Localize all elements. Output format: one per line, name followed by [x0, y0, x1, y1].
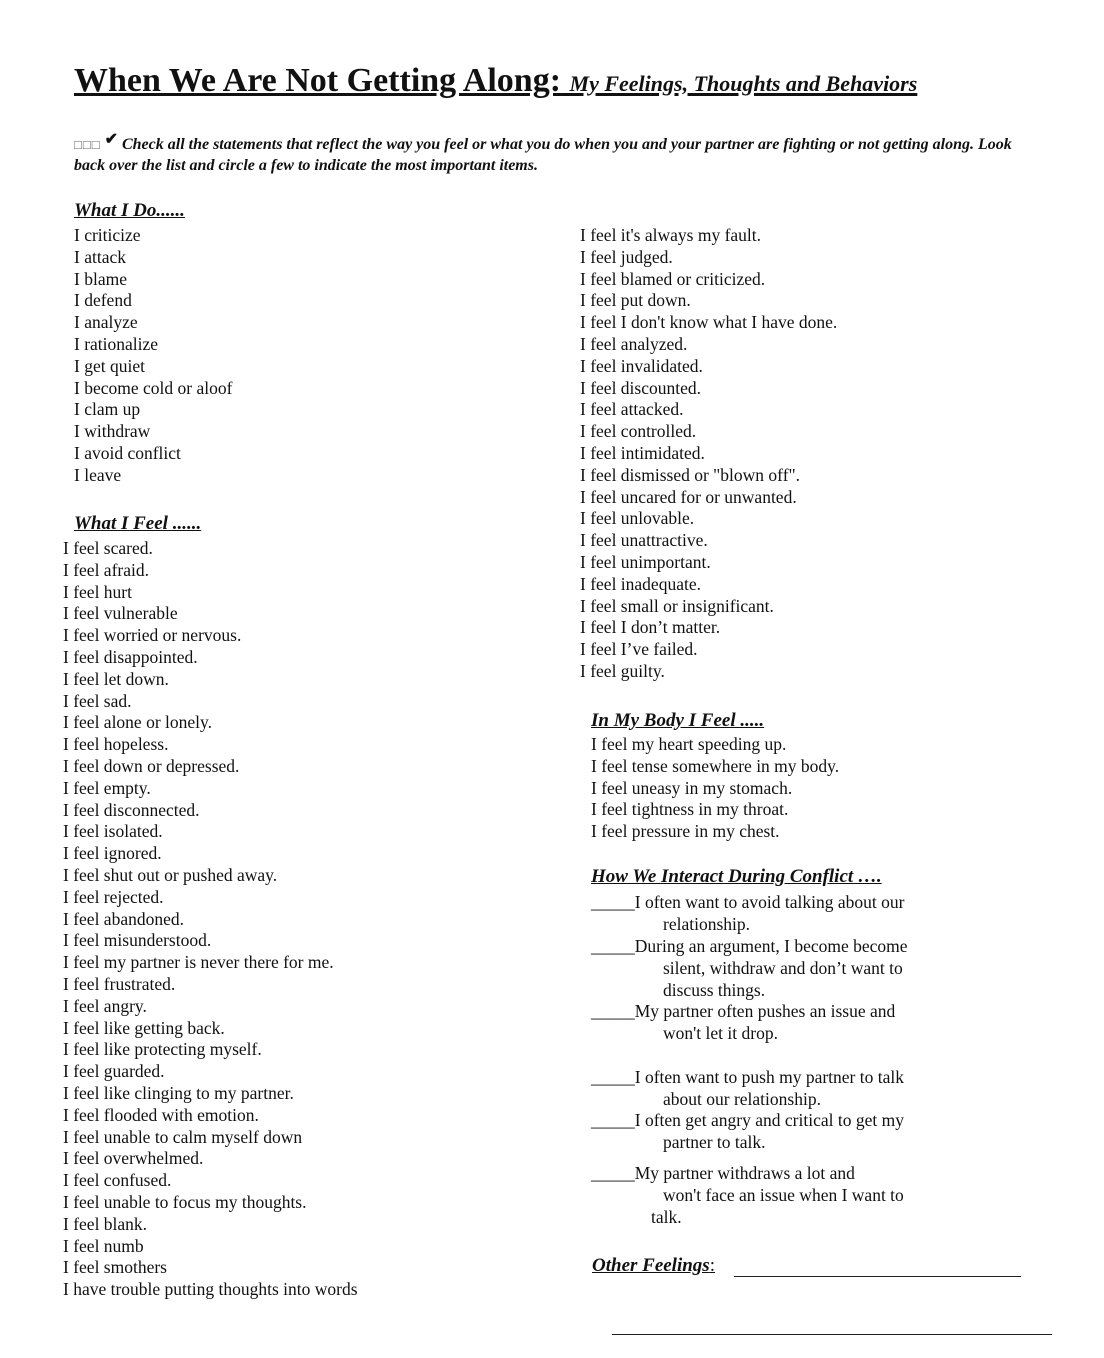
list-item[interactable]: I feel uneasy in my stomach.: [591, 777, 793, 798]
list-item[interactable]: I clam up: [74, 399, 141, 420]
list-item[interactable]: I blame: [74, 268, 127, 289]
other-feelings-colon: :: [709, 1255, 715, 1276]
blank-line[interactable]: _____: [591, 892, 635, 912]
item-text-continued: relationship.: [663, 914, 750, 934]
what-i-do-list: [74, 225, 232, 487]
list-item[interactable]: I feel disappointed.: [63, 646, 198, 667]
title-subtitle: My Feelings, Thoughts and Behaviors: [569, 71, 918, 96]
list-item[interactable]: I feel shut out or pushed away.: [63, 864, 278, 885]
interaction-item[interactable]: [591, 1066, 904, 1110]
list-item[interactable]: I feel confused.: [63, 1170, 172, 1191]
list-item[interactable]: I defend: [74, 290, 132, 311]
list-item[interactable]: I feel rejected.: [63, 886, 164, 907]
list-item[interactable]: I attack: [74, 246, 126, 267]
other-feelings-line-1[interactable]: [734, 1276, 1021, 1277]
interaction-item[interactable]: [591, 891, 904, 935]
list-item[interactable]: I feel like protecting myself.: [63, 1039, 262, 1060]
item-text: I often want to avoid talking about our: [634, 892, 905, 912]
what-i-feel-continued-list: [580, 225, 837, 683]
list-item[interactable]: I feel small or insignificant.: [580, 595, 774, 616]
list-item[interactable]: I feel flooded with emotion.: [63, 1104, 259, 1125]
list-item[interactable]: I feel unattractive.: [580, 530, 708, 551]
list-item[interactable]: I leave: [74, 464, 122, 485]
list-item[interactable]: I become cold or aloof: [74, 377, 233, 398]
interaction-item[interactable]: [591, 1109, 904, 1153]
in-my-body-list: [591, 734, 839, 843]
item-text: My partner often pushes an issue and: [634, 1001, 896, 1021]
blank-line[interactable]: _____: [591, 1001, 635, 1021]
blank-line[interactable]: _____: [591, 1067, 635, 1087]
item-text-continued: about our relationship.: [663, 1089, 821, 1109]
list-item[interactable]: I feel attacked.: [580, 399, 684, 420]
what-i-feel-list: [63, 538, 358, 1301]
list-item[interactable]: I feel like getting back.: [63, 1017, 225, 1038]
list-item[interactable]: I feel my heart speeding up.: [591, 734, 787, 754]
list-item[interactable]: I feel smothers: [63, 1257, 167, 1278]
list-item[interactable]: I criticize: [74, 225, 141, 245]
list-item[interactable]: I feel pressure in my chest.: [591, 821, 780, 842]
heading-in-my-body: In My Body I Feel .....: [591, 710, 765, 731]
item-text-continued: won't let it drop.: [663, 1023, 778, 1043]
list-item[interactable]: I feel empty.: [63, 777, 151, 798]
list-item[interactable]: I avoid conflict: [74, 442, 181, 463]
list-item[interactable]: I feel let down.: [63, 668, 169, 689]
list-item[interactable]: I feel hopeless.: [63, 734, 169, 755]
list-item[interactable]: I feel vulnerable: [63, 603, 178, 624]
list-item[interactable]: I feel put down.: [580, 290, 691, 311]
list-item[interactable]: I feel I don’t matter.: [580, 617, 721, 638]
list-item[interactable]: I feel unable to focus my thoughts.: [63, 1191, 307, 1212]
list-item[interactable]: I have trouble putting thoughts into words: [63, 1279, 358, 1300]
heading-what-i-feel: What I Feel ......: [74, 513, 202, 534]
list-item[interactable]: I feel guarded.: [63, 1061, 165, 1082]
item-text: I often want to push my partner to talk: [634, 1067, 904, 1087]
title-main: When We Are Not Getting Along:: [74, 62, 562, 99]
list-item[interactable]: I withdraw: [74, 421, 151, 442]
list-item[interactable]: I feel my partner is never there for me.: [63, 952, 334, 973]
heading-how-we-interact: How We Interact During Conflict ….: [591, 866, 882, 887]
list-item[interactable]: I feel worried or nervous.: [63, 625, 242, 646]
item-text-continued: discuss things.: [663, 980, 766, 1000]
instructions: [74, 131, 1014, 176]
list-item[interactable]: I feel it's always my fault.: [580, 225, 762, 245]
list-item[interactable]: I feel blamed or criticized.: [580, 268, 766, 289]
list-item[interactable]: I feel analyzed.: [580, 333, 688, 354]
item-text: I often get angry and critical to get my: [634, 1110, 904, 1130]
list-item[interactable]: I feel isolated.: [63, 821, 163, 842]
list-item[interactable]: I rationalize: [74, 333, 159, 354]
list-item[interactable]: I feel frustrated.: [63, 973, 176, 994]
checkmark-icon: ✔: [104, 131, 118, 148]
item-text-continued: talk.: [651, 1207, 682, 1227]
list-item[interactable]: I feel unable to calm myself down: [63, 1126, 303, 1147]
other-feelings-label: Other Feelings: [592, 1255, 710, 1276]
item-text-continued: silent, withdraw and don’t want to: [663, 958, 903, 978]
interaction-item[interactable]: [591, 1000, 895, 1044]
list-item[interactable]: I feel I’ve failed.: [580, 639, 698, 660]
list-item[interactable]: I feel inadequate.: [580, 573, 701, 594]
list-item[interactable]: I feel invalidated.: [580, 355, 703, 376]
blank-line[interactable]: _____: [591, 936, 635, 956]
list-item[interactable]: I feel I don't know what I have done.: [580, 312, 838, 333]
item-text: My partner withdraws a lot and: [634, 1163, 855, 1183]
list-item[interactable]: I feel like clinging to my partner.: [63, 1082, 294, 1103]
list-item[interactable]: I feel discounted.: [580, 377, 701, 398]
list-item[interactable]: I feel angry.: [63, 995, 147, 1016]
list-item[interactable]: I feel numb: [63, 1235, 144, 1256]
list-item[interactable]: I feel intimidated.: [580, 442, 705, 463]
item-text-continued: won't face an issue when I want to: [663, 1185, 904, 1205]
list-item[interactable]: I feel ignored.: [63, 843, 162, 864]
heading-other-feelings: [592, 1255, 715, 1277]
interaction-item[interactable]: [591, 1162, 904, 1228]
list-item[interactable]: I feel sad.: [63, 690, 132, 711]
blank-line[interactable]: _____: [591, 1110, 635, 1130]
list-item[interactable]: I feel misunderstood.: [63, 930, 212, 951]
list-item[interactable]: I get quiet: [74, 355, 145, 376]
list-item[interactable]: I feel dismissed or "blown off".: [580, 464, 801, 485]
blank-line[interactable]: _____: [591, 1163, 635, 1183]
interaction-item[interactable]: [591, 935, 908, 1001]
heading-what-i-do: What I Do......: [74, 200, 185, 221]
list-item[interactable]: I feel abandoned.: [63, 908, 184, 929]
list-item[interactable]: I feel scared.: [63, 538, 153, 558]
list-item[interactable]: I feel judged.: [580, 246, 673, 267]
list-item[interactable]: I feel alone or lonely.: [63, 712, 213, 733]
list-item[interactable]: I feel tense somewhere in my body.: [591, 755, 840, 776]
list-item[interactable]: I feel disconnected.: [63, 799, 200, 820]
list-item[interactable]: I feel overwhelmed.: [63, 1148, 204, 1169]
list-item[interactable]: I analyze: [74, 312, 138, 333]
list-item[interactable]: I feel controlled.: [580, 421, 697, 442]
list-item[interactable]: I feel uncared for or unwanted.: [580, 486, 797, 507]
page-title: [74, 62, 917, 100]
list-item[interactable]: I feel down or depressed.: [63, 755, 240, 776]
list-item[interactable]: I feel guilty.: [580, 660, 665, 681]
checkbox-icons: □□□: [74, 137, 101, 152]
list-item[interactable]: I feel unlovable.: [580, 508, 695, 529]
other-feelings-line-2[interactable]: [612, 1334, 1052, 1335]
instructions-text: Check all the statements that reflect the way you feel or what you do when you and your partner are fighting or not getting along. Look back over the list and circle a few to indicate the most important items.: [74, 136, 1012, 174]
item-text: During an argument, I become become: [634, 936, 908, 956]
list-item[interactable]: I feel hurt: [63, 581, 132, 602]
list-item[interactable]: I feel blank.: [63, 1213, 148, 1234]
list-item[interactable]: I feel afraid.: [63, 559, 149, 580]
item-text-continued: partner to talk.: [663, 1132, 766, 1152]
list-item[interactable]: I feel tightness in my throat.: [591, 799, 789, 820]
list-item[interactable]: I feel unimportant.: [580, 551, 711, 572]
